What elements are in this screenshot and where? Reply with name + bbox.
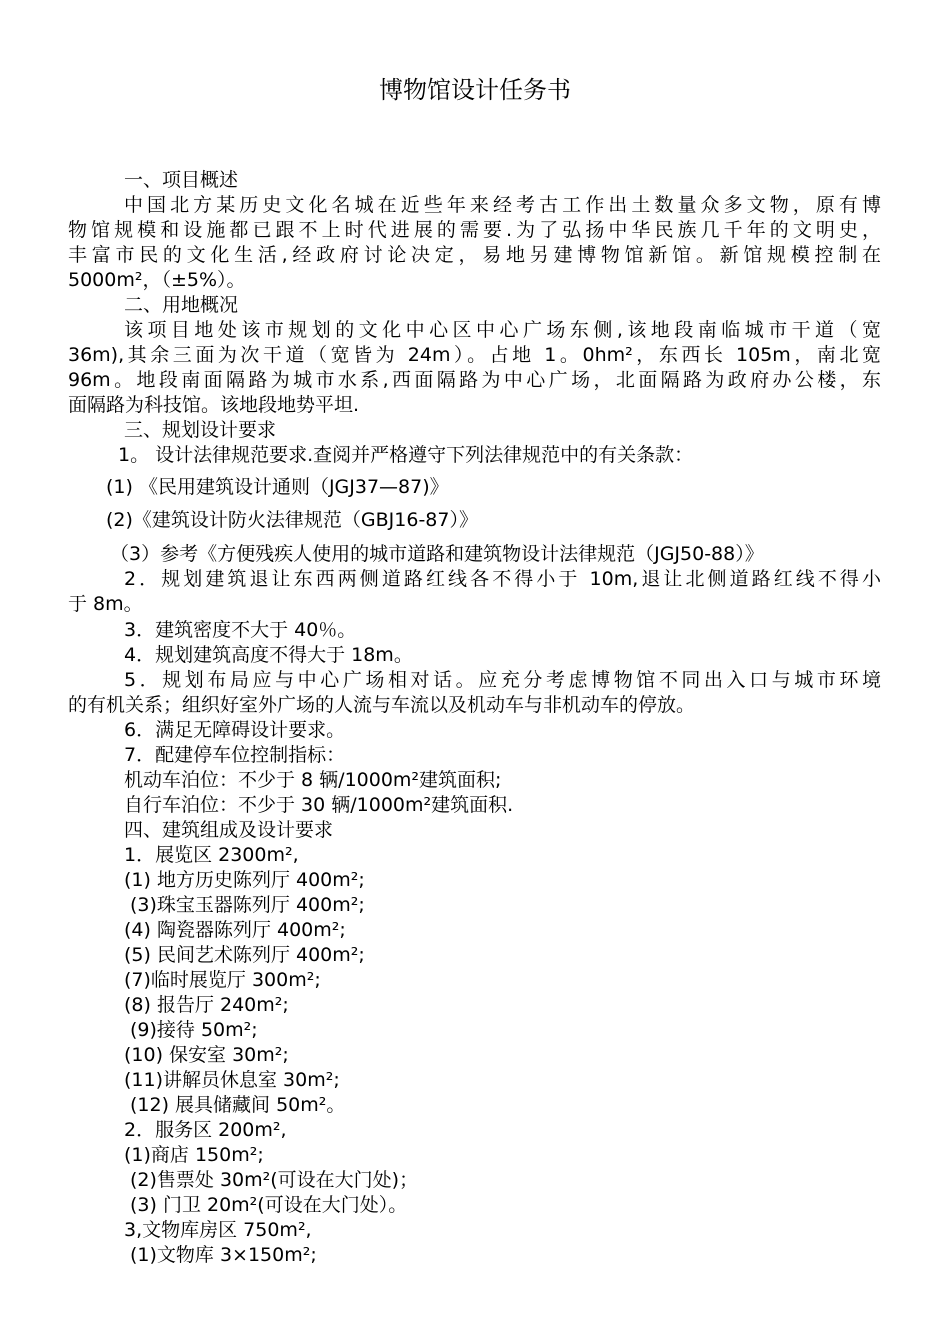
list-item: (2)售票处 30m²(可设在大门处)；	[130, 1169, 419, 1191]
list-item: 6．满足无障碍设计要求。	[124, 719, 346, 741]
list-item: (1)文物库 3×150m²;	[130, 1244, 317, 1266]
list-item: 7．配建停车位控制指标：	[124, 744, 346, 766]
list-item: 2．服务区 200m²,	[124, 1119, 287, 1141]
paragraph-line: 的有机关系；组织好室外广场的人流与车流以及机动车与非机动车的停放。	[68, 694, 696, 716]
list-item: (1) 地方历史陈列厅 400m²;	[124, 869, 365, 891]
list-item: 3,文物库房区 750m²,	[124, 1219, 312, 1241]
list-item: (12) 展具储藏间 50m²。	[130, 1094, 346, 1116]
list-item: (8) 报告厅 240m²;	[124, 994, 289, 1016]
list-item: (4) 陶瓷器陈列厅 400m²;	[124, 919, 346, 941]
list-item: 2．规划建筑退让东西两侧道路红线各不得小于 10m,退让北侧道路红线不得小	[124, 568, 881, 590]
list-item: (7)临时展览厅 300m²;	[124, 969, 321, 991]
document-title: 博物馆设计任务书	[379, 76, 571, 104]
list-item: 5．规划布局应与中心广场相对话。应充分考虑博物馆不同出入口与城市环境	[124, 669, 881, 691]
list-item: (5) 民间艺术陈列厅 400m²;	[124, 944, 365, 966]
list-item: (3) 门卫 20m²(可设在大门处）。	[130, 1194, 408, 1216]
section-heading: 一、项目概述	[124, 169, 239, 191]
list-item: 4．规划建筑高度不得大于 18m。	[124, 644, 413, 666]
paragraph-line: 于 8m。	[68, 593, 143, 615]
list-item: 机动车泊位：不少于 8 辆/1000m²建筑面积;	[124, 769, 502, 791]
paragraph-line: 面隔路为科技馆。该地段地势平坦.	[68, 394, 360, 416]
list-item: (10) 保安室 30m²;	[124, 1044, 289, 1066]
list-item: 3．建筑密度不大于 40％。	[124, 619, 357, 641]
list-item: 1．展览区 2300m²,	[124, 844, 299, 866]
list-item: (11)讲解员休息室 30m²;	[124, 1069, 340, 1091]
section-heading: 四、建筑组成及设计要求	[124, 819, 334, 841]
list-item: (2)《建筑设计防火法律规范（GBJ16-87）》	[106, 509, 478, 531]
paragraph-line: 物馆规模和设施都已跟不上时代进展的需要.为了弘扬中华民族几千年的文明史，	[68, 219, 881, 241]
section-heading: 三、规划设计要求	[124, 419, 277, 441]
list-item: (1)商店 150m²;	[124, 1144, 264, 1166]
list-item: 1。 设计法律规范要求.查阅并严格遵守下列法律规范中的有关条款：	[118, 444, 694, 466]
list-item: 自行车泊位：不少于 30 辆/1000m²建筑面积.	[124, 794, 514, 816]
paragraph-line: 96m。地段南面隔路为城市水系,西面隔路为中心广场，北面隔路为政府办公楼，东	[68, 369, 881, 391]
paragraph-line: 5000m²，（±5%）。	[68, 269, 246, 291]
paragraph-line: 丰富市民的文化生活,经政府讨论决定，易地另建博物馆新馆。新馆规模控制在	[68, 244, 881, 266]
list-item: (9)接待 50m²;	[130, 1019, 258, 1041]
list-item: （3）参考《方便残疾人使用的城市道路和建筑物设计法律规范（JGJ50-88）》	[110, 543, 764, 565]
list-item: (1) 《民用建筑设计通则（JGJ37—87)》	[106, 476, 449, 498]
paragraph-line: 该项目地处该市规划的文化中心区中心广场东侧,该地段南临城市干道（宽	[124, 319, 881, 341]
list-item: (3)珠宝玉器陈列厅 400m²;	[130, 894, 365, 916]
paragraph-line: 中国北方某历史文化名城在近些年来经考古工作出土数量众多文物，原有博	[124, 194, 881, 216]
section-heading: 二、用地概况	[124, 294, 239, 316]
paragraph-line: 36m),其余三面为次干道（宽皆为 24m）。占地 1。0hm²，东西长 105m，南北宽	[68, 344, 881, 366]
